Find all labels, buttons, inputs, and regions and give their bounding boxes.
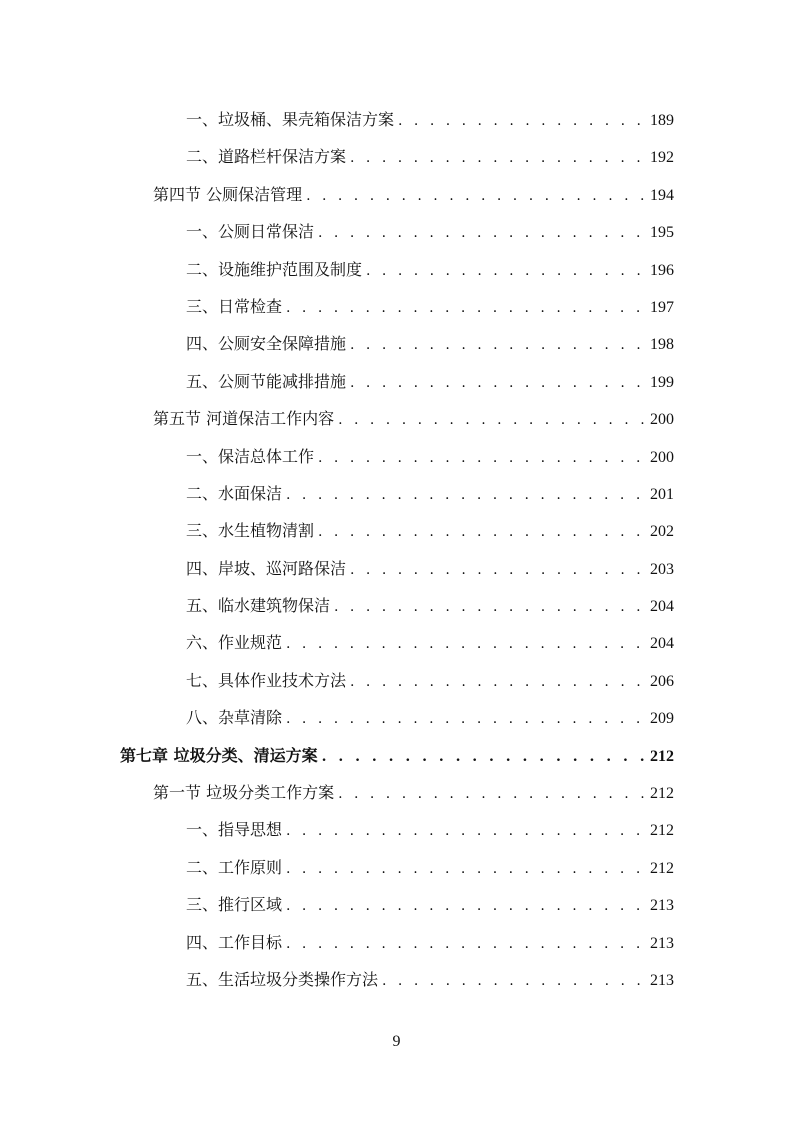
toc-entry-page-number: 195 bbox=[650, 224, 674, 242]
toc-dot-leader bbox=[350, 552, 646, 589]
toc-entry-page-number: 197 bbox=[650, 298, 674, 316]
toc-dot-leader bbox=[286, 851, 646, 888]
toc-entry-page-number: 200 bbox=[650, 411, 674, 429]
toc-subsection-entry[interactable] bbox=[0, 886, 793, 923]
toc-dot-leader bbox=[286, 290, 646, 327]
toc-entry-page-number: 204 bbox=[650, 598, 674, 616]
toc-entry-page-number: 201 bbox=[650, 485, 674, 503]
toc-entry-page-number: 196 bbox=[650, 261, 674, 279]
toc-subsection-entry[interactable] bbox=[0, 363, 793, 400]
toc-dot-leader bbox=[338, 776, 646, 813]
toc-entry-page-number: 194 bbox=[650, 186, 674, 204]
toc-entry-title: 四、公厕安全保障措施 bbox=[186, 334, 347, 354]
toc-entry-title: 七、具体作业技术方法 bbox=[186, 670, 347, 690]
toc-subsection-entry[interactable] bbox=[0, 213, 793, 250]
toc-entry-title: 第五节 河道保洁工作内容 bbox=[153, 409, 335, 429]
toc-entry-title: 五、公厕节能减排措施 bbox=[186, 371, 347, 391]
toc-dot-leader bbox=[306, 178, 646, 215]
toc-subsection-entry[interactable] bbox=[0, 624, 793, 661]
toc-entry-page-number: 202 bbox=[650, 523, 674, 541]
toc-dot-leader bbox=[382, 963, 646, 1000]
toc-section-entry[interactable] bbox=[0, 400, 793, 437]
toc-entry-page-number: 212 bbox=[650, 822, 674, 840]
toc-entry-title: 三、水生植物清割 bbox=[186, 521, 315, 541]
toc-entry-page-number: 213 bbox=[650, 971, 674, 989]
toc-entry-page-number: 203 bbox=[650, 560, 674, 578]
toc-dot-leader bbox=[286, 813, 646, 850]
toc-subsection-entry[interactable] bbox=[0, 811, 793, 848]
toc-subsection-entry[interactable] bbox=[0, 699, 793, 736]
toc-entry-title: 二、水面保洁 bbox=[186, 483, 283, 503]
toc-entry-title: 一、指导思想 bbox=[186, 820, 283, 840]
toc-subsection-entry[interactable] bbox=[0, 138, 793, 175]
toc-entry-page-number: 213 bbox=[650, 934, 674, 952]
toc-subsection-entry[interactable] bbox=[0, 924, 793, 961]
toc-entry-page-number: 206 bbox=[650, 672, 674, 690]
toc-entry-title: 五、临水建筑物保洁 bbox=[186, 596, 331, 616]
toc-dot-leader bbox=[318, 215, 646, 252]
toc-entry-page-number: 209 bbox=[650, 710, 674, 728]
toc-entry-title: 二、道路栏杆保洁方案 bbox=[186, 147, 347, 167]
toc-subsection-entry[interactable] bbox=[0, 325, 793, 362]
toc-dot-leader bbox=[286, 626, 646, 663]
toc-subsection-entry[interactable] bbox=[0, 961, 793, 998]
toc-subsection-entry[interactable] bbox=[0, 288, 793, 325]
toc-subsection-entry[interactable] bbox=[0, 587, 793, 624]
toc-entry-title: 二、设施维护范围及制度 bbox=[186, 259, 363, 279]
toc-entry-title: 三、推行区域 bbox=[186, 895, 283, 915]
toc-entry-title: 三、日常检查 bbox=[186, 296, 283, 316]
toc-section-entry[interactable] bbox=[0, 176, 793, 213]
toc-subsection-entry[interactable] bbox=[0, 438, 793, 475]
toc-entry-title: 一、保洁总体工作 bbox=[186, 446, 315, 466]
toc-subsection-entry[interactable] bbox=[0, 512, 793, 549]
toc-entry-title: 五、生活垃圾分类操作方法 bbox=[186, 969, 379, 989]
toc-entry-title: 八、杂草清除 bbox=[186, 708, 283, 728]
toc-dot-leader bbox=[350, 664, 646, 701]
toc-dot-leader bbox=[318, 440, 646, 477]
toc-subsection-entry[interactable] bbox=[0, 849, 793, 886]
toc-subsection-entry[interactable] bbox=[0, 550, 793, 587]
toc-entry-page-number: 212 bbox=[650, 747, 674, 765]
toc-entry-page-number: 199 bbox=[650, 373, 674, 391]
toc-dot-leader bbox=[350, 327, 646, 364]
page-number: 9 bbox=[392, 1033, 401, 1050]
toc-entry-title: 二、工作原则 bbox=[186, 857, 283, 877]
toc-entry-title: 四、工作目标 bbox=[186, 932, 283, 952]
toc-subsection-entry[interactable] bbox=[0, 662, 793, 699]
toc-chapter-entry[interactable] bbox=[0, 737, 793, 774]
toc-entry-page-number: 189 bbox=[650, 112, 674, 129]
toc-entry-page-number: 212 bbox=[650, 785, 674, 803]
toc-entry-page-number: 198 bbox=[650, 336, 674, 354]
toc-dot-leader bbox=[322, 739, 646, 776]
toc-subsection-entry[interactable] bbox=[0, 251, 793, 288]
toc-section-entry[interactable] bbox=[0, 774, 793, 811]
table-of-contents bbox=[0, 101, 793, 998]
toc-subsection-entry[interactable] bbox=[0, 101, 793, 138]
toc-entry-title: 第七章 垃圾分类、清运方案 bbox=[120, 745, 318, 765]
toc-entry-title: 一、垃圾桶、果壳箱保洁方案 bbox=[186, 110, 395, 129]
toc-entry-page-number: 204 bbox=[650, 635, 674, 653]
toc-entry-title: 第四节 公厕保洁管理 bbox=[153, 184, 303, 204]
toc-dot-leader bbox=[286, 701, 646, 738]
toc-entry-title: 一、公厕日常保洁 bbox=[186, 222, 315, 242]
toc-entry-page-number: 212 bbox=[650, 859, 674, 877]
toc-entry-title: 六、作业规范 bbox=[186, 633, 283, 653]
toc-dot-leader bbox=[366, 253, 646, 290]
toc-entry-page-number: 213 bbox=[650, 897, 674, 915]
toc-dot-leader bbox=[350, 140, 646, 177]
toc-dot-leader bbox=[334, 589, 646, 626]
toc-entry-page-number: 192 bbox=[650, 149, 674, 167]
toc-dot-leader bbox=[286, 477, 646, 514]
toc-dot-leader bbox=[286, 888, 646, 925]
toc-dot-leader bbox=[338, 402, 646, 439]
toc-entry-page-number: 200 bbox=[650, 448, 674, 466]
toc-entry-title: 四、岸坡、巡河路保洁 bbox=[186, 558, 347, 578]
toc-dot-leader bbox=[398, 103, 646, 140]
toc-dot-leader bbox=[318, 514, 646, 551]
toc-dot-leader bbox=[286, 926, 646, 963]
toc-entry-title: 第一节 垃圾分类工作方案 bbox=[153, 783, 335, 803]
toc-dot-leader bbox=[350, 365, 646, 402]
toc-subsection-entry[interactable] bbox=[0, 475, 793, 512]
